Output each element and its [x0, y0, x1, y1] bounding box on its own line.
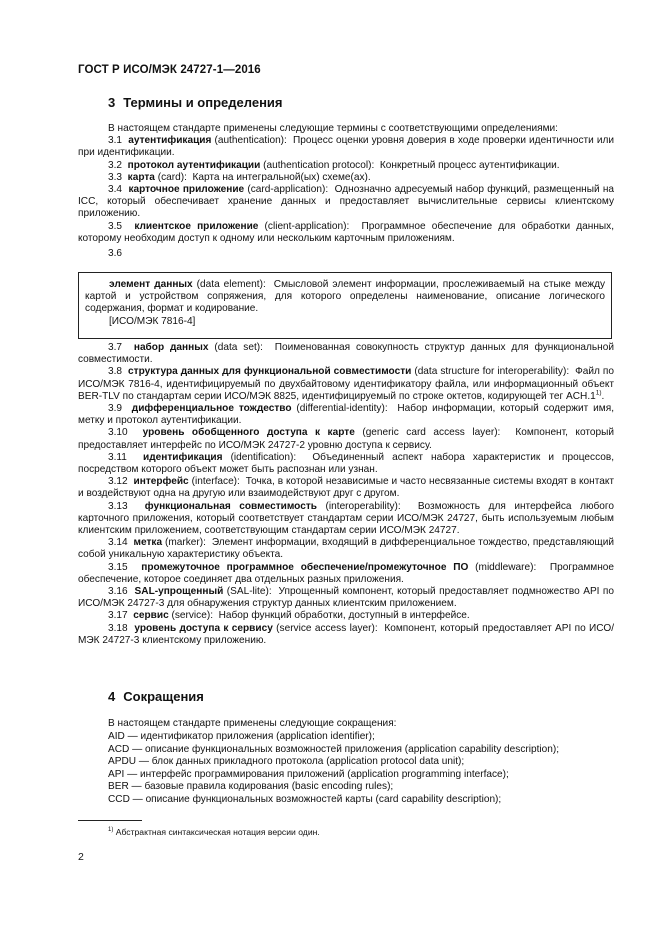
term-3-6: элемент данных (data element): Смысловой элемент информации, прослеживаемый на стыке между картой и устройством сопряжения, для которого определены наименование, описание логического содержания, формат и кодирование. [85, 279, 606, 315]
term-3-5: 3.5 клиентское приложение (client-application): Программное обеспечение для обработки данных, которому необходим доступ к одному или нескольким карточным приложениям. [78, 220, 614, 244]
term-3-1: 3.1 аутентификация (authentication): Процесс оценки уровня доверия в ходе проверки идентичности или при идентификации. [78, 135, 615, 159]
section-3-title [108, 95, 283, 110]
term-3-8: 3.8 структура данных для функциональной совместимости (data structure for interoperability): Файл по ИСО/МЭК 7816-4, идентифицируемый по двухбайтовому идентификатору файла, или информационный объект BER-TLV по стандартам серии ИСО/МЭК 8825, идентифицируемый по строке октетов, кодирующей тег ACH.1$^{1)}$. [78, 366, 614, 402]
list-item: AID — идентификатор приложения (application identifier); [108, 731, 375, 742]
page-number: 2 [78, 851, 84, 863]
term-3-10: 3.10 уровень обобщенного доступа к карте (generic card access layer): Компонент, который предоставляет интерфейс по ИСО/МЭК 24727-2 уровню доступа к сервису. [78, 427, 614, 451]
list-item: CCD — описание функциональных возможностей карты (card capability description); [108, 793, 502, 805]
term-3-6-number: 3.6 [108, 248, 123, 260]
list-item: ACD — описание функциональных возможностей приложения (application capability description); [108, 743, 560, 755]
term-3-3: 3.3 карта (card): Карта на интегральной(ых) схеме(ах). [108, 171, 371, 183]
section-3-body [78, 123, 614, 260]
section-4-heading: Сокращения [123, 689, 204, 704]
term-3-6-content [85, 279, 605, 328]
list-item: APDU — блок данных прикладного протокола (application protocol data unit); [108, 756, 465, 768]
section-3-intro: В настоящем стандарте применены следующие термины с соответствующими определениями: [108, 123, 558, 134]
footnote-ref: 1) [595, 389, 602, 397]
footnote-text: Абстрактная синтаксическая нотация версии один. [115, 827, 320, 837]
section-4-title [108, 689, 204, 704]
footnote [108, 827, 320, 837]
term-3-17: 3.17 сервис (service): Набор функций обработки, доступный в интерфейсе. [108, 610, 470, 622]
list-item: API — интерфейс программирования приложений (application programming interface); [108, 768, 509, 780]
section-3-body-continued [78, 342, 614, 647]
section-4-intro: В настоящем стандарте применены следующие сокращения: [108, 718, 397, 729]
term-3-14: 3.14 метка (marker): Элемент информации, входящий в дифференциальное тождество, представляющий собой уникальную характеристику объекта. [78, 537, 615, 561]
term-3-6-box [78, 272, 612, 339]
term-3-15: 3.15 промежуточное программное обеспечение/промежуточное ПО (middleware): Программное обеспечение, которое соединяет два отдельных разных приложения. [78, 561, 614, 585]
term-3-6-reference: [ИСО/МЭК 7816-4] [109, 315, 196, 327]
footnote-divider [78, 820, 142, 821]
term-3-13: 3.13 функциональная совместимость (interoperability): Возможность для интерфейса любого карточного приложения, который соответствует стандартам серии ИСО/МЭК 24727, быть используемым любым клиентским приложением, соответствующим стандартам серии ИСО/МЭК 24727. [78, 500, 614, 537]
term-3-2: 3.2 протокол аутентификации (authentication protocol): Конкретный процесс аутентификации. [108, 159, 560, 171]
term-3-16: 3.16 SAL-упрощенный (SAL-lite): Упрощенный компонент, который предоставляет подмножество API по ИСО/МЭК 24727-3 для обнаружения структур данных клиентским приложением. [78, 586, 614, 610]
section-4-number: 4 [108, 689, 116, 704]
term-3-18: 3.18 уровень доступа к сервису (service access layer): Компонент, который предоставляет API по ИСО/МЭК 24727-3 клиентскому приложению. [78, 622, 615, 646]
term-3-7: 3.7 набор данных (data set): Поименованная совокупность структур данных для функциональной совместимости. [78, 342, 614, 366]
abbreviation-list [108, 731, 614, 807]
section-3-number: 3 [108, 95, 116, 110]
term-3-9: 3.9 дифференциальное тождество (differential-identity): Набор информации, который содержит имя, метку и протокол аутентификации. [78, 403, 615, 427]
term-3-11: 3.11 идентификация (identification): Объединенный аспект набора характеристик и процессов, посредством которого объект может быть распознан или узнан. [78, 451, 615, 476]
standard-header: ГОСТ Р ИСО/МЭК 24727-1—2016 [78, 64, 261, 76]
footnote-marker: 1) [108, 827, 114, 834]
section-3-heading: Термины и определения [123, 95, 283, 110]
list-item: BER — базовые правила кодирования (basic encoding rules); [108, 781, 394, 793]
term-3-4: 3.4 карточное приложение (card-application): Однозначно адресуемый набор функций, размещенный на ICC, который обеспечивает хранение данных и предоставляет вычислительные сервисы клиентскому приложению. [78, 184, 615, 220]
term-3-12: 3.12 интерфейс (interface): Точка, в которой независимые и часто несвязанные системы входят в контакт и воздействуют одна на другую или взаимодействуют друг с другом. [78, 476, 615, 500]
